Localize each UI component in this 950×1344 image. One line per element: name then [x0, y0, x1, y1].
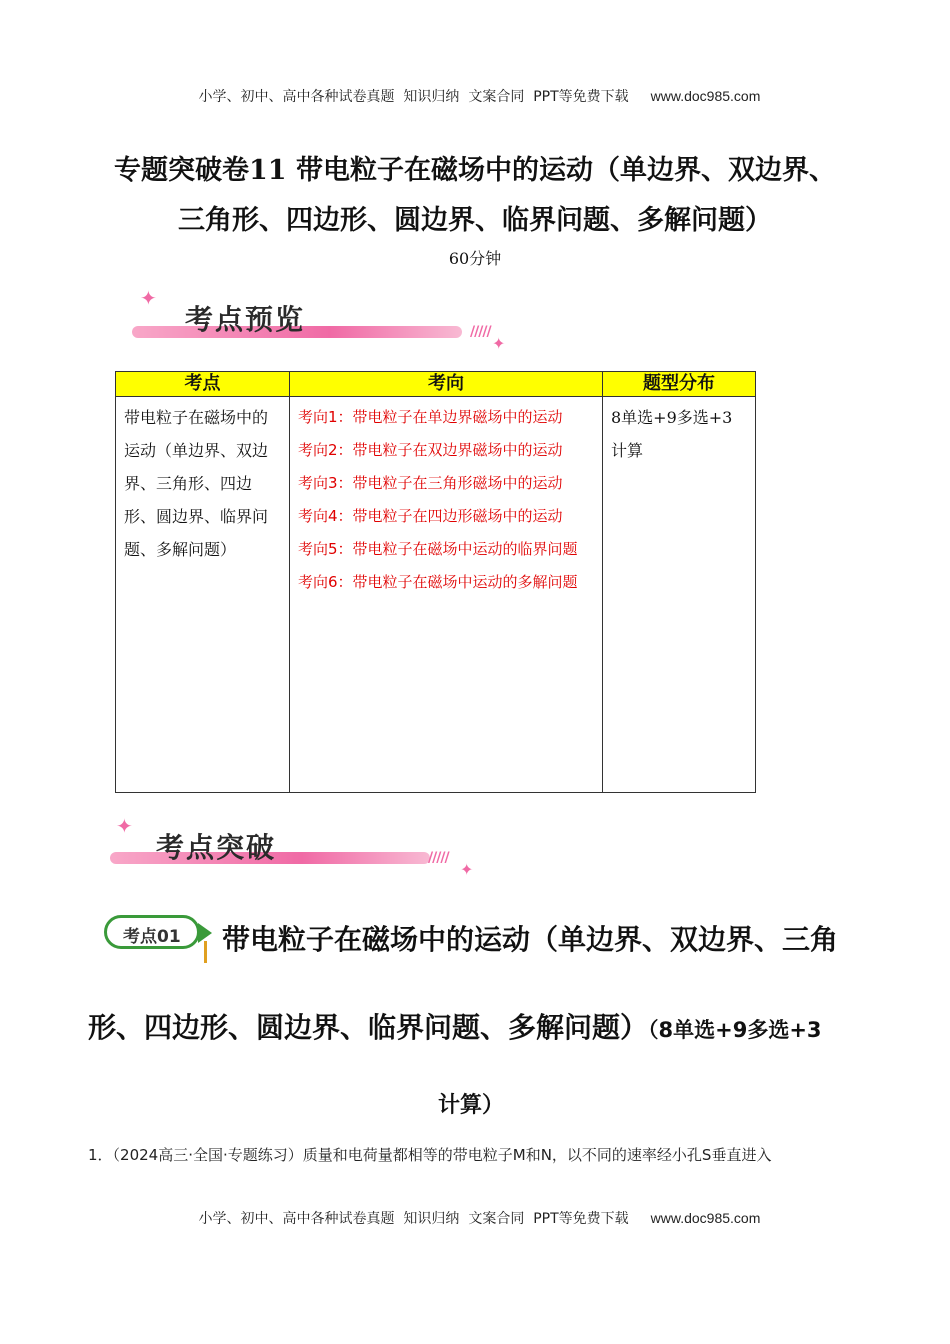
direction-item: 考向1：带电粒子在单边界磁场中的运动: [298, 408, 563, 426]
breakthrough-banner: [98, 812, 498, 879]
header-url[interactable]: www.doc985.com: [650, 88, 761, 104]
section-title-line2-text: 形、四边形、圆边界、临界问题、多解问题）: [88, 1011, 649, 1044]
direction-item: 考向2：带电粒子在双边界磁场中的运动: [298, 441, 563, 459]
footer-text: 小学、初中、高中各种试卷真题 知识归纳 文案合同 PPT等免费下载: [198, 1211, 629, 1227]
section-title-line1: 带电粒子在磁场中的运动（单边界、双边界、三角: [222, 923, 839, 956]
header-text: 小学、初中、高中各种试卷真题 知识归纳 文案合同 PPT等免费下载: [198, 89, 629, 105]
page-footer: [0, 1192, 950, 1228]
hatch-decoration: /////: [428, 850, 449, 866]
footer-url[interactable]: www.doc985.com: [650, 1210, 761, 1226]
doc-title-line2: 三角形、四边形、圆边界、临界问题、多解问题）: [178, 205, 772, 236]
topic-cell: 带电粒子在磁场中的运动（单边界、双边界、三角形、四边形、圆边界、临界问题、多解问题）: [116, 397, 290, 793]
section-title-line2: [88, 1006, 822, 1046]
page-header: [0, 70, 950, 106]
table-row: [116, 397, 756, 793]
direction-item: 考向6：带电粒子在磁场中运动的多解问题: [298, 573, 578, 591]
banner-label: 考点突破: [156, 831, 277, 864]
header-distribution: 题型分布: [603, 372, 756, 397]
duration-text: 60分钟: [448, 249, 502, 268]
header-topic: 考点: [116, 372, 290, 397]
directions-cell: [290, 397, 603, 793]
sparkle-icon: ✦: [140, 286, 157, 310]
section-badge: [104, 913, 212, 953]
header-direction: 考向: [290, 372, 603, 397]
badge-label: 考点01: [123, 927, 181, 947]
badge-pill: [104, 915, 200, 949]
sparkle-icon: ✦: [116, 814, 133, 838]
question-count: （8单选+9多选+3: [648, 1018, 822, 1042]
arrow-icon: [198, 923, 212, 943]
table-header-row: [116, 372, 756, 397]
hatch-decoration: /////: [470, 324, 491, 340]
banner-label: 考点预览: [185, 303, 306, 336]
question-1: 1．（2024高三·全国·专题练习）质量和电荷量都相等的带电粒子M和N，以不同的速率经小孔S垂直进入: [88, 1146, 772, 1164]
sparkle-icon: ✦: [492, 334, 506, 353]
question-count-cont: 计算）: [438, 1093, 505, 1118]
sparkle-icon: ✦: [460, 860, 474, 879]
doc-title-line1: 专题突破卷11 带电粒子在磁场中的运动（单边界、双边界、: [114, 155, 836, 186]
badge-stem: [204, 941, 207, 963]
direction-item: 考向4：带电粒子在四边形磁场中的运动: [298, 507, 563, 525]
direction-item: 考向3：带电粒子在三角形磁场中的运动: [298, 474, 563, 492]
overview-table: [115, 371, 756, 793]
preview-banner: [120, 286, 520, 353]
direction-item: 考向5：带电粒子在磁场中运动的临界问题: [298, 540, 578, 558]
distribution-cell: 8单选+9多选+3计算: [603, 397, 756, 793]
